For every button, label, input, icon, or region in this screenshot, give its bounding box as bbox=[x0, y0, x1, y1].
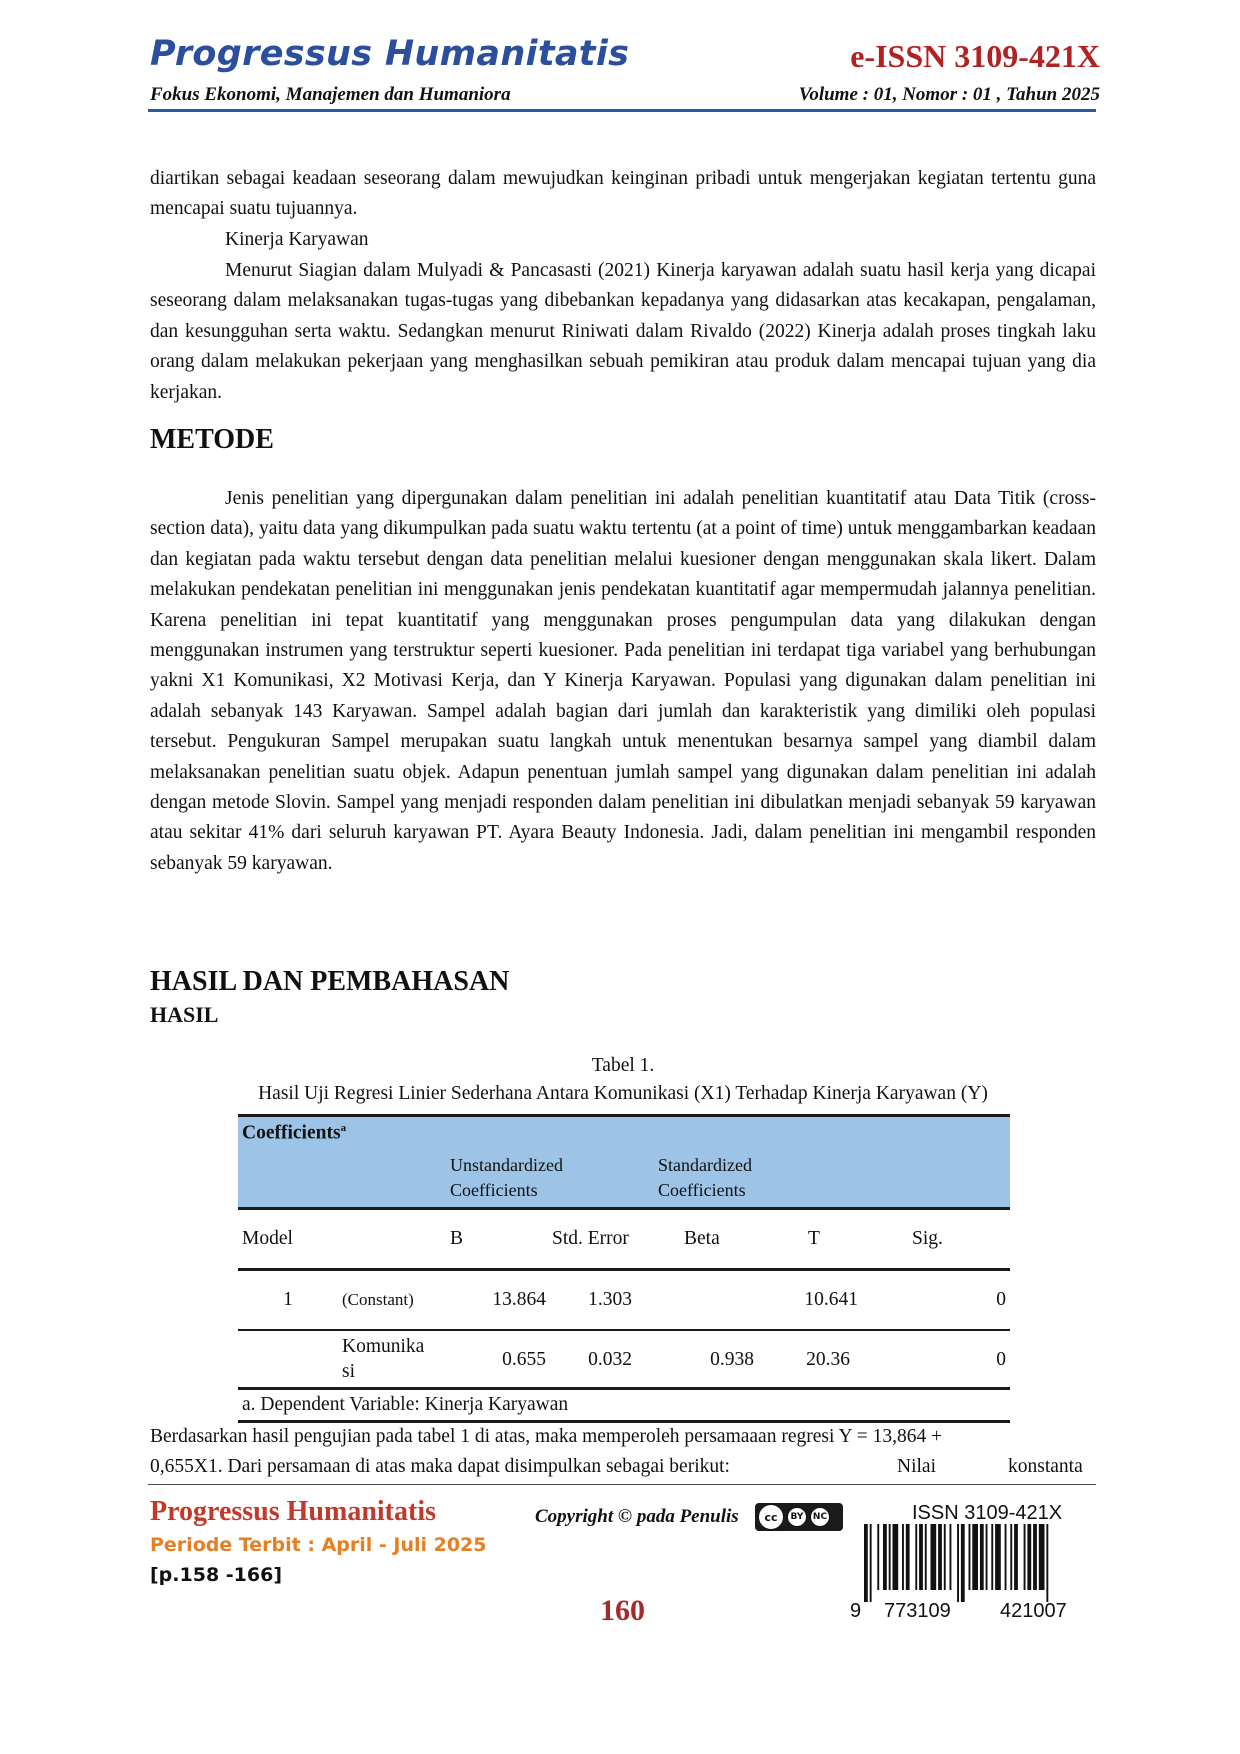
barcode-bar bbox=[1027, 1524, 1031, 1590]
journal-subtitle: Fokus Ekonomi, Manajemen dan Humaniora bbox=[150, 84, 511, 105]
barcode-bar bbox=[870, 1524, 872, 1602]
barcode-bar bbox=[925, 1524, 927, 1590]
barcode-bar bbox=[1005, 1524, 1007, 1590]
cell-model bbox=[238, 1330, 338, 1389]
publication-period: Periode Terbit : April - Juli 2025 bbox=[150, 1534, 487, 1556]
barcode-bar bbox=[969, 1524, 971, 1590]
barcode-bar bbox=[957, 1524, 959, 1602]
barcode-bar bbox=[991, 1524, 993, 1590]
barcode-bar bbox=[893, 1524, 899, 1590]
paragraph-continued: diartikan sebagai keadaan seseorang dalam mewujudkan keinginan pribadi untuk mengerjakan kegiatan tertentu guna mencapai suatu tujuannya. bbox=[150, 168, 1096, 220]
copyright-notice: Copyright © pada Penulis bbox=[535, 1506, 739, 1527]
paragraph-word: konstanta bbox=[1008, 1456, 1083, 1477]
barcode-bar bbox=[883, 1524, 887, 1590]
cell-b: 13.864 bbox=[446, 1270, 550, 1331]
journal-title: Progressus Humanitatis bbox=[150, 34, 630, 74]
barcode-bar bbox=[961, 1524, 965, 1602]
standardized-header: Standardized Coefficients bbox=[654, 1149, 862, 1209]
cell-predictor: (Constant) bbox=[338, 1270, 446, 1331]
barcode-bar bbox=[877, 1524, 879, 1590]
footer-journal-title: Progressus Humanitatis bbox=[150, 1496, 436, 1527]
barcode-bar bbox=[1039, 1524, 1045, 1590]
barcode-digits-right: 421007 bbox=[1000, 1600, 1067, 1622]
volume-info: Volume : 01, Nomor : 01 , Tahun 2025 bbox=[798, 84, 1100, 105]
barcode-bar bbox=[980, 1524, 984, 1590]
cell-t: 20.36 bbox=[758, 1330, 862, 1389]
barcode-bar bbox=[1024, 1524, 1026, 1590]
paragraph-after-table-line1: Berdasarkan hasil pengujian pada tabel 1 di atas, maka memperoleh persamaaan regresi Y = 13,864 + bbox=[150, 1426, 943, 1447]
paragraph-kinerja: Menurut Siagian dalam Mulyadi & Pancasasti (2021) Kinerja karyawan adalah suatu hasil kerja yang dicapai seseorang dalam melaksanakan tugas-tugas yang dibebankan kepadanya yang didasarkan atas kecakapan, pengalaman, dan kesungguhan serta waktu. Sedangkan menurut Riniwati dalam Rivaldo (2022) Kinerja adalah proses tingkah laku orang dalam melakukan pekerjaan yang menghasilkan sebuah pemikiran atau produk dalam mencapai tujuan yang dia kerjakan. bbox=[150, 260, 1096, 403]
table-number: Tabel 1. bbox=[591, 1055, 655, 1076]
cell-sig: 0 bbox=[862, 1270, 1010, 1331]
cell-predictor: Komunika si bbox=[338, 1330, 446, 1389]
section-heading-metode: METODE bbox=[150, 424, 274, 455]
cell-beta: 0.938 bbox=[654, 1330, 758, 1389]
barcode-bar bbox=[902, 1524, 904, 1590]
creative-commons-license-icon bbox=[755, 1503, 843, 1531]
table-caption bbox=[150, 1052, 1096, 1108]
barcode-bar bbox=[1033, 1524, 1037, 1590]
barcode-issn-label: ISSN 3109-421X bbox=[912, 1502, 1063, 1524]
cell-sig: 0 bbox=[862, 1330, 1010, 1389]
page-number: 160 bbox=[600, 1594, 645, 1627]
noncommercial-icon: NC bbox=[810, 1507, 830, 1527]
barcode-bar bbox=[944, 1524, 946, 1590]
table-row bbox=[238, 1330, 1010, 1389]
table-column-header-row bbox=[238, 1209, 1010, 1270]
col-header-sig: Sig. bbox=[862, 1209, 1010, 1270]
cc-icon: cc bbox=[758, 1504, 784, 1530]
cell-std-error: 0.032 bbox=[550, 1330, 654, 1389]
paragraph-word: Nilai bbox=[897, 1456, 936, 1477]
cell-beta bbox=[654, 1270, 758, 1331]
barcode-bar bbox=[931, 1524, 937, 1590]
barcode-bar bbox=[906, 1524, 910, 1590]
col-header-std-error: Std. Error bbox=[550, 1209, 654, 1270]
unstandardized-header: Unstandardized Coefficients bbox=[446, 1149, 654, 1209]
table-title: Hasil Uji Regresi Linier Sederhana Antara Komunikasi (X1) Terhadap Kinerja Karyawan (Y) bbox=[258, 1083, 988, 1104]
table-title-row bbox=[238, 1116, 1010, 1150]
cell-t: 10.641 bbox=[758, 1270, 862, 1331]
barcode-digit: 9 bbox=[850, 1600, 862, 1622]
barcode-bar bbox=[950, 1524, 952, 1590]
cell-model: 1 bbox=[238, 1270, 338, 1331]
table-row bbox=[238, 1270, 1010, 1331]
subheading-kinerja-karyawan: Kinerja Karyawan bbox=[225, 229, 369, 250]
attribution-icon: BY bbox=[787, 1507, 807, 1527]
paragraph-metode: Jenis penelitian yang dipergunakan dalam penelitian ini adalah penelitian kuantitatif atau Data Titik (cross-section data), yaitu data yang dikumpulkan pada suatu waktu tertentu (at a point of time) untuk menggambarkan keadaan dan kegiatan pada waktu tersebut dengan data penelitian melalui kuesioner dengan menggunakan skala likert. Dalam melakukan pendekatan penelitian ini menggunakan jenis pendekatan kuantitatif agar mempermudah jalannya penelitian. Karena penelitian ini tepat kuantitatif yang menggunakan proses pengumpulan data yang dilakukan dengan menggunakan instrumen yang terstruktur seperti kuesioner. Pada penelitian ini terdapat tiga variabel yang berhubungan yakni X1 Komunikasi, X2 Motivasi Kerja, dan Y Kinerja Karyawan. Populasi yang digunakan dalam penelitian ini adalah sebanyak 143 Karyawan. Sampel adalah bagian dari jumlah dan karakteristik yang dimiliki oleh populasi tersebut. Pengukuran Sampel merupakan suatu langkah untuk menentukan besarnya sampel yang diambil dalam melaksanakan penelitian suatu objek. Adapun penentuan jumlah sampel yang digunakan dalam penelitian ini adalah dengan metode Slovin. Sampel yang menjadi responden dalam penelitian ini dibulatkan menjadi sebanyak 59 karyawan atau sekitar 41% dari seluruh karyawan PT. Ayara Beauty Indonesia. Jadi, dalam penelitian ini mengambil responden sebanyak 59 karyawan. bbox=[150, 488, 1096, 874]
cell-b: 0.655 bbox=[446, 1330, 550, 1389]
barcode-bar bbox=[919, 1524, 923, 1590]
page-range: [p.158 -166] bbox=[150, 1564, 283, 1586]
barcode-icon bbox=[864, 1524, 1094, 1602]
barcode-bar bbox=[1014, 1524, 1018, 1590]
table-group-header-row bbox=[238, 1149, 1010, 1209]
table-footnote: a. Dependent Variable: Kinerja Karyawan bbox=[238, 1389, 1010, 1422]
barcode-bar bbox=[1010, 1524, 1012, 1590]
header-divider bbox=[148, 109, 1096, 112]
barcode-bar bbox=[972, 1524, 978, 1590]
table-footnote-row bbox=[238, 1389, 1010, 1422]
table-title-cell: Coefficients$^a$ bbox=[238, 1116, 1010, 1150]
barcode-bar bbox=[986, 1524, 988, 1590]
paragraph-after-table-line2: 0,655X1. Dari persamaan di atas maka dapat disimpulkan sebagai berikut: bbox=[150, 1456, 730, 1477]
coefficients-table bbox=[238, 1114, 1010, 1423]
barcode-digits-left: 773109 bbox=[884, 1600, 951, 1622]
col-header-beta: Beta bbox=[654, 1209, 758, 1270]
barcode-bar bbox=[938, 1524, 942, 1590]
barcode-bar bbox=[889, 1524, 891, 1590]
col-header-b: B bbox=[446, 1209, 550, 1270]
col-header-t: T bbox=[758, 1209, 862, 1270]
section-heading-hasil-pembahasan: HASIL DAN PEMBAHASAN bbox=[150, 966, 510, 997]
footer-divider bbox=[148, 1484, 1096, 1485]
header-issn: e-ISSN 3109-421X bbox=[850, 38, 1100, 74]
col-header-model: Model bbox=[238, 1209, 338, 1270]
barcode-bar bbox=[915, 1524, 917, 1590]
barcode-bar bbox=[1046, 1524, 1048, 1602]
subsection-heading-hasil: HASIL bbox=[150, 1002, 219, 1027]
barcode-bar bbox=[995, 1524, 1001, 1590]
cell-std-error: 1.303 bbox=[550, 1270, 654, 1331]
barcode-bar bbox=[864, 1524, 868, 1602]
